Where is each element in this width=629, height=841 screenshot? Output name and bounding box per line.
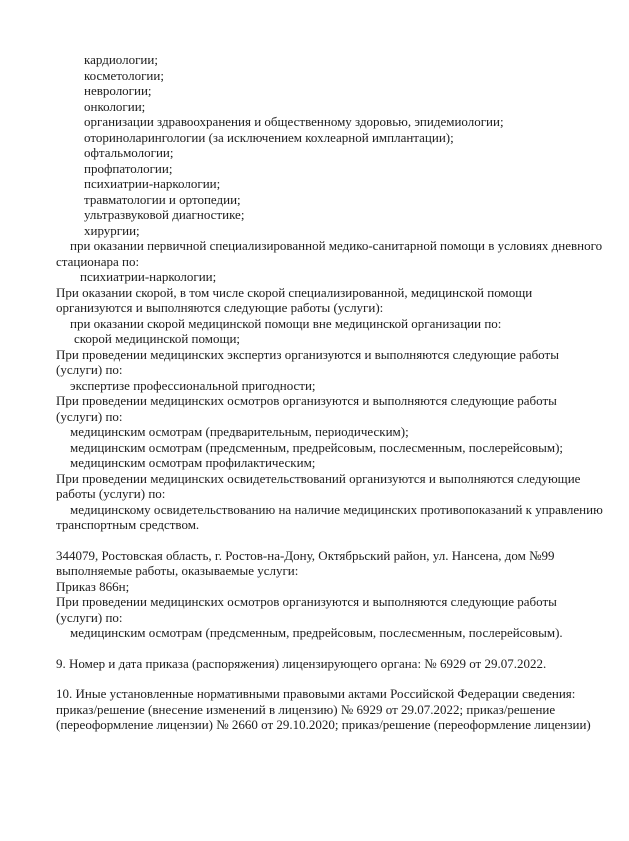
document-line: При проведении медицинских освидетельствований организуются и выполняются следующие bbox=[56, 470, 581, 486]
document-line: экспертизе профессиональной пригодности; bbox=[70, 377, 316, 393]
document-line: выполняемые работы, оказываемые услуги: bbox=[56, 563, 299, 578]
document-line: скорой медицинской помощи; bbox=[74, 331, 241, 346]
document-line: (переоформление лицензии) № 2660 от 29.10.2020; приказ/решение (переоформление лицензии) bbox=[56, 717, 591, 732]
document-line: (услуги) по: bbox=[56, 609, 123, 625]
document-line: психиатрии-наркологии; bbox=[80, 269, 217, 284]
document-line: ультразвуковой диагностике; bbox=[84, 207, 245, 222]
document-line: травматологии и ортопедии; bbox=[84, 191, 241, 207]
document-line: офтальмологии; bbox=[84, 145, 174, 160]
document-line: профпатологии; bbox=[84, 160, 173, 176]
document-line: психиатрии-наркологии; bbox=[84, 176, 221, 191]
document-line: При проведении медицинских осмотров организуются и выполняются следующие работы bbox=[56, 594, 557, 609]
document-line: 344079, Ростовская область, г. Ростов-на-Дону, Октябрьский район, ул. Нансена, дом №99 bbox=[56, 547, 555, 563]
document-line: при оказании первичной специализированной медико-санитарной помощи в условиях дневного bbox=[70, 238, 603, 253]
document-line: приказ/решение (внесение изменений в лицензию) № 6929 от 29.07.2022; приказ/решение bbox=[56, 701, 556, 717]
document-line: медицинским осмотрам (предварительным, периодическим); bbox=[70, 424, 409, 439]
document-line: При оказании скорой, в том числе скорой специализированной, медицинской помощи bbox=[56, 284, 533, 300]
document-line: медицинским осмотрам профилактическим; bbox=[70, 455, 316, 470]
document-line: оториноларингологии (за исключением кохлеарной имплантации); bbox=[84, 129, 454, 145]
document-line: (услуги) по: bbox=[56, 408, 123, 424]
document-line: неврологии; bbox=[84, 83, 152, 98]
document-line: при оказании скорой медицинской помощи вне медицинской организации по: bbox=[70, 315, 502, 331]
document-line: медицинским осмотрам (предсменным, предрейсовым, послесменным, послерейсовым); bbox=[70, 439, 564, 455]
document-line: Приказ 866н; bbox=[56, 578, 130, 594]
document-line: 9. Номер и дата приказа (распоряжения) лицензирующего органа: № 6929 от 29.07.2022. bbox=[56, 655, 547, 671]
document-line: (услуги) по: bbox=[56, 362, 123, 377]
document-line: косметологии; bbox=[84, 67, 164, 83]
document-line: При проведении медицинских осмотров организуются и выполняются следующие работы bbox=[56, 393, 557, 408]
document-line: При проведении медицинских экспертиз организуются и выполняются следующие работы bbox=[56, 346, 559, 362]
document-line: 10. Иные установленные нормативными правовыми актами Российской Федерации сведения: bbox=[56, 686, 576, 701]
document-line: работы (услуги) по: bbox=[56, 486, 166, 501]
document-line: онкологии; bbox=[84, 98, 146, 114]
document-line: транспортным средством. bbox=[56, 517, 200, 532]
document-line: кардиологии; bbox=[84, 52, 158, 67]
document-line: стационара по: bbox=[56, 253, 140, 269]
document-line: хирургии; bbox=[84, 222, 140, 238]
document-line: организуются и выполняются следующие работы (услуги): bbox=[56, 300, 384, 315]
document-line: организации здравоохранения и общественному здоровью, эпидемиологии; bbox=[84, 114, 504, 129]
document-line: медицинскому освидетельствованию на наличие медицинских противопоказаний к управлению bbox=[70, 501, 603, 517]
document-line: медицинским осмотрам (предсменным, предрейсовым, послесменным, послерейсовым). bbox=[70, 625, 563, 640]
